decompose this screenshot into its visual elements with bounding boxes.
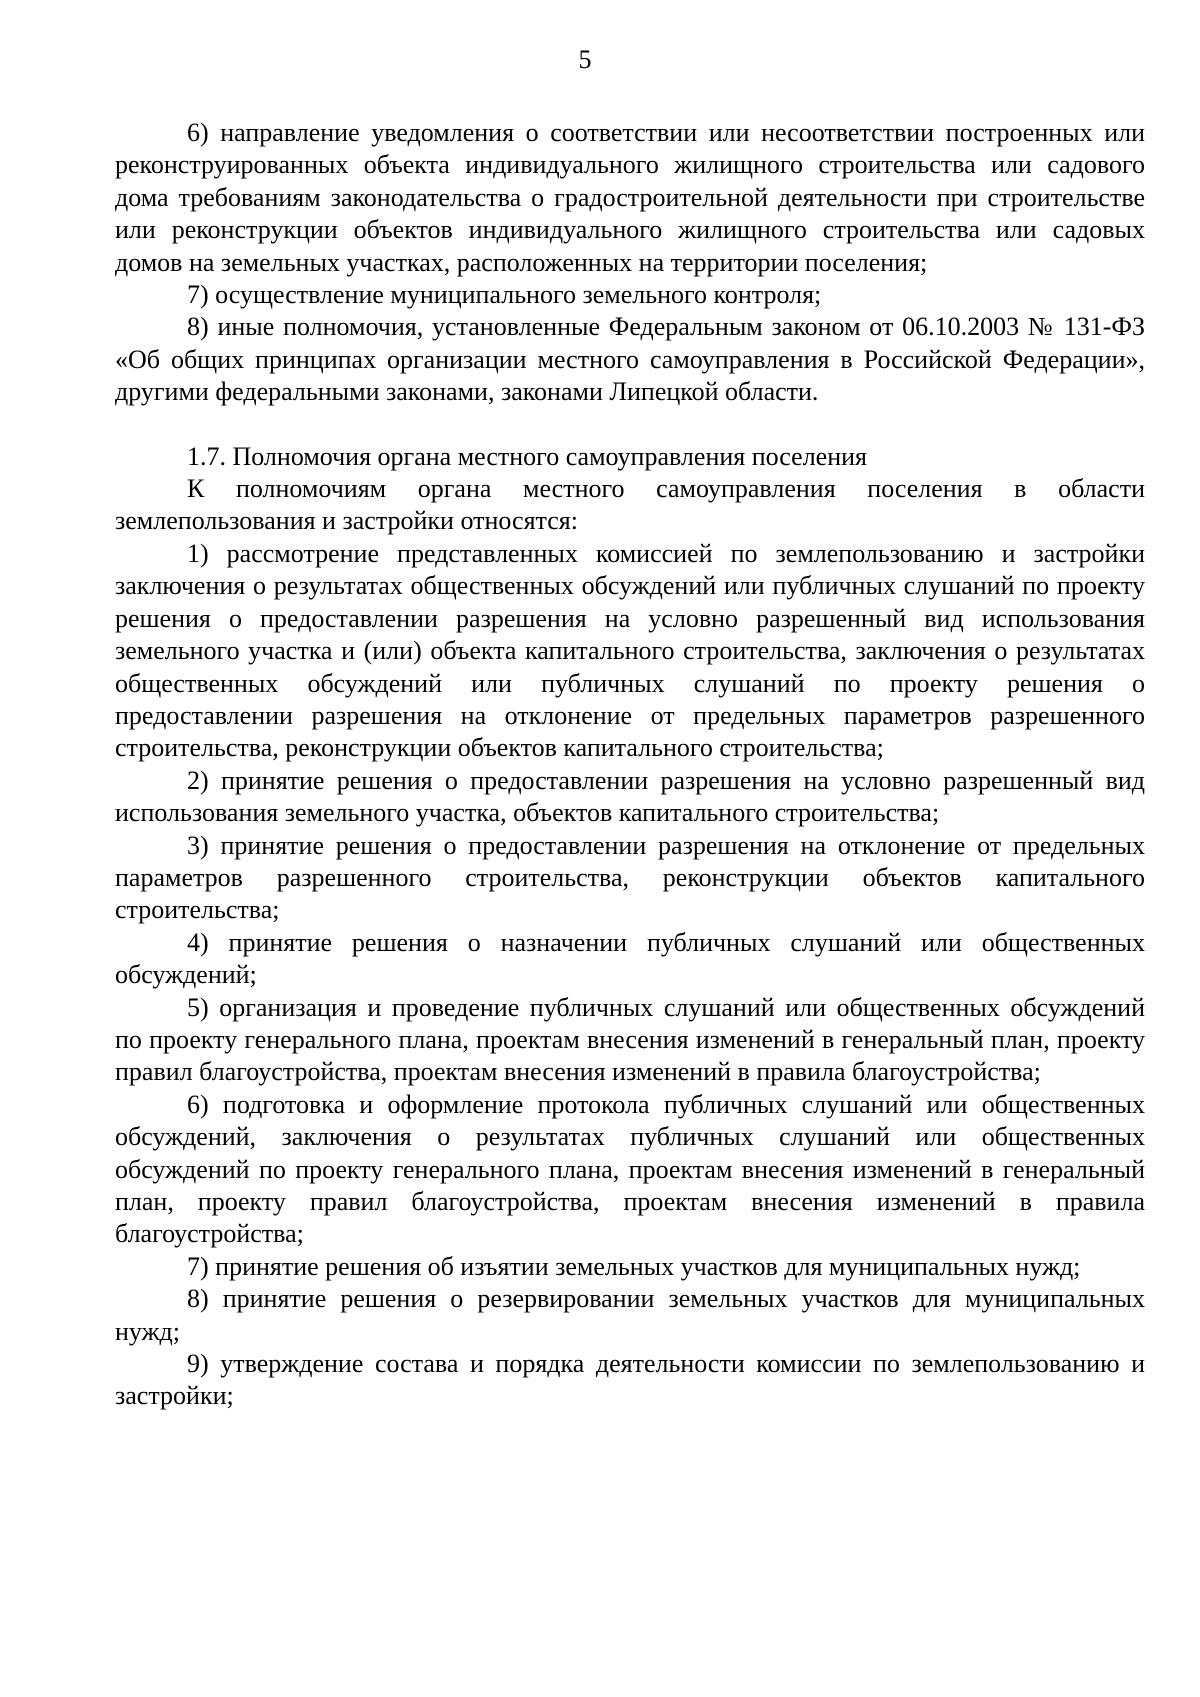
paragraph-item-6-protocol: 6) подготовка и оформление протокола публичных слушаний или общественных обсуждений, заключения о результатах публичных слушаний или общественных обсуждений по проекту генерального плана, проектам внесения изменений в генеральный план, проекту правил благоустройства, проектам внесения изменений в правила благоустройства;	[115, 1089, 1145, 1249]
paragraph-item-4-hearings: 4) принятие решения о назначении публичных слушаний или общественных обсуждений;	[115, 927, 1145, 990]
paragraph-item-7-seizure: 7) принятие решения об изъятии земельных участков для муниципальных нужд;	[187, 1251, 1081, 1281]
paragraph-item-1-review: 1) рассмотрение представленных комиссией по землепользованию и застройки заключения о результатах общественных обсуждений или публичных слушаний по проекту решения о предоставлении разрешения на условно разрешенный вид использования земельного участка и (или) объекта капитального строительства, заключения о результатах общественных обсуждений или публичных слушаний по проекту решения о предоставлении разрешения на отклонение от предельных параметров разрешенного строительства, реконструкции объектов капитального строительства;	[115, 538, 1145, 763]
section-intro-paragraph: К полномочиям органа местного самоуправления поселения в области землепользования и застройки относятся:	[115, 474, 1145, 536]
paragraph-item-9-commission: 9) утверждение состава и порядка деятельности комиссии по землепользованию и застройки;	[115, 1349, 1145, 1411]
paragraph-item-8-reservation: 8) принятие решения о резервировании земельных участков для муниципальных нужд;	[115, 1284, 1145, 1346]
document-body	[115, 117, 1145, 1413]
section-heading: 1.7. Полномочия органа местного самоуправления поселения	[187, 441, 867, 471]
paragraph-item-6-notification: 6) направление уведомления о соответствии или несоответствии построенных или реконструированных объекта индивидуального жилищного строительства или садового дома требованиям законодательства о градостроительной деятельности при строительстве или реконструкции объектов индивидуального жилищного строительства или садовых домов на земельных участках, расположенных на территории поселения;	[115, 118, 1145, 277]
paragraph-item-3-deviation: 3) принятие решения о предоставлении разрешения на отклонение от предельных параметров разрешенного строительства, реконструкции объектов капитального строительства;	[115, 830, 1145, 925]
paragraph-item-2-conditional-use: 2) принятие решения о предоставлении разрешения на условно разрешенный вид использования земельного участка, объектов капитального строительства;	[115, 765, 1145, 828]
paragraph-item-7-land-control: 7) осуществление муниципального земельного контроля;	[187, 280, 822, 310]
paragraph-item-5-organization: 5) организация и проведение публичных слушаний или общественных обсуждений по проекту генерального плана, проектам внесения изменений в генеральный план, проекту правил благоустройства, проектам внесения изменений в правила благоустройства;	[115, 992, 1145, 1087]
paragraph-item-8-other-powers: 8) иные полномочия, установленные Федеральным законом от 06.10.2003 № 131-ФЗ «Об общих принципах организации местного самоуправления в Российской Федерации», другими федеральными законами, законами Липецкой области.	[115, 312, 1145, 407]
page-number: 5	[578, 45, 592, 74]
